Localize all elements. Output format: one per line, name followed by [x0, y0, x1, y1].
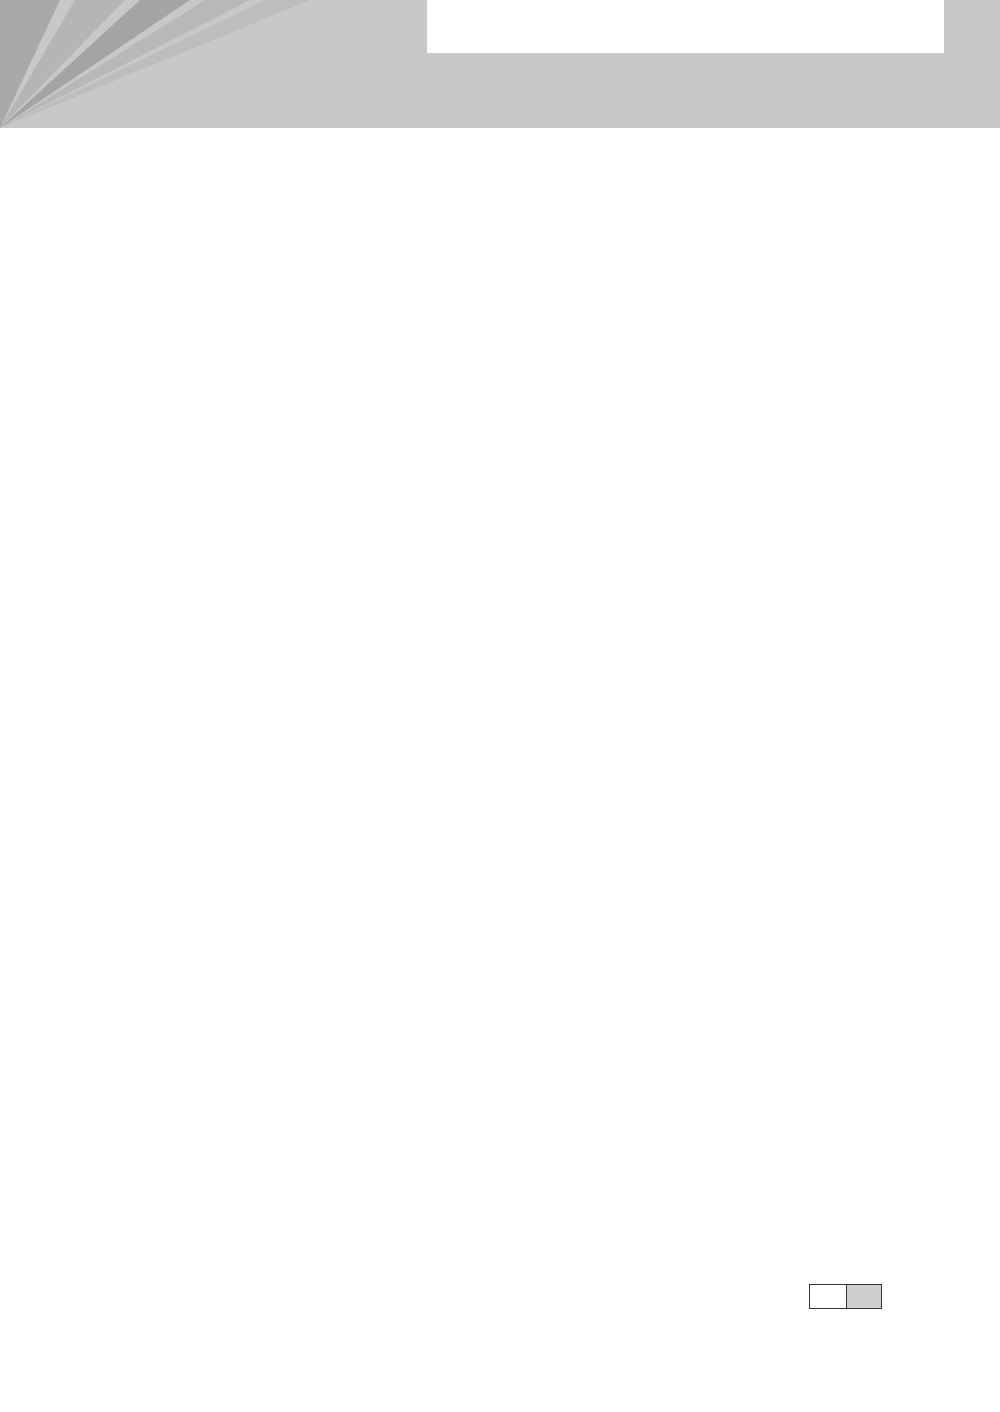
page-header — [0, 0, 1000, 128]
liveworksheets-watermark — [690, 1372, 718, 1402]
name-class-box — [427, 0, 944, 53]
score-total — [847, 1285, 881, 1308]
liveworksheets-logo-icon — [690, 1375, 714, 1399]
score-input[interactable] — [810, 1285, 847, 1308]
score-box — [809, 1284, 882, 1309]
fan-graphic — [0, 0, 420, 128]
